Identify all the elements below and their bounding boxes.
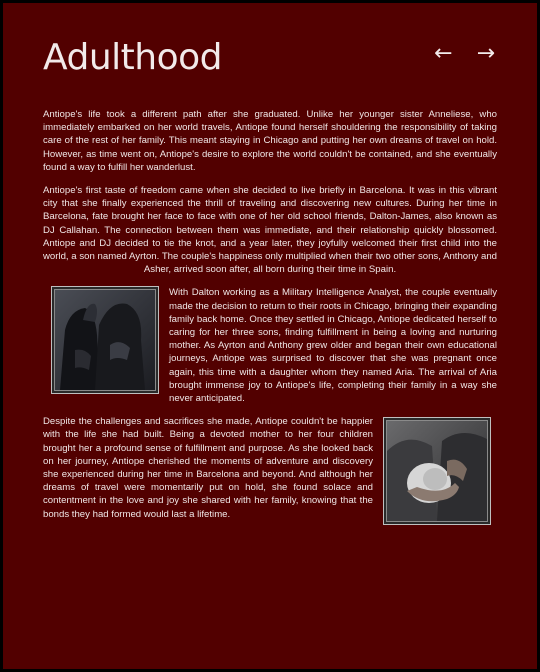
- paragraph-1: Antiope's life took a different path after she graduated. Unlike her younger sister Anneliese, who immediately embarked on her world travels, Antiope found herself shouldering the responsibility of taking care of the rest of her family. This meant staying in Chicago and putting her own dreams of travel on hold. However, as time went on, Antiope's desire to explore the world couldn't be contained, and she eventually found a way to fulfill her wanderlust.: [43, 109, 497, 173]
- paragraph-3: With Dalton working as a Military Intelligence Analyst, the couple eventually made the decision to return to their roots in Chicago, bringing their expanding family back home. Once they settled in Chicago, Antiope dedicated herself to caring for her three sons, finding fulfillment in being a loving and nurturing mother. As Ayrton and Anthony grew older and began their own educational journeys, Antiope was surprised to discover that she was pregnant once again, this time with a daughter whom they named Aria. The arrival of Aria brought immense joy to Antiope's life, completing their family in a way she never anticipated.: [169, 287, 497, 405]
- next-page-arrow-icon[interactable]: →: [476, 41, 495, 66]
- previous-page-arrow-icon[interactable]: ←: [434, 41, 453, 66]
- page-navigation: [434, 43, 495, 65]
- family-photo-right: [383, 417, 491, 525]
- article-body: [43, 108, 497, 531]
- paragraph-4: Despite the challenges and sacrifices she made, Antiope couldn't be happier with the life she had built. Being a devoted mother to her four children brought her a profound sense of fulfillment and purpose. As she looked back on her journey, Antiope cherished the moments of adventure and discovery she experienced during her time in Barcelona and beyond. And although her dreams of travel were momentarily put on hold, she found solace and contentment in the love and joy she shared with her family, knowing that the bonds they had formed would last a lifetime.: [43, 416, 373, 520]
- family-photo-left: [51, 286, 159, 394]
- page: [3, 3, 537, 669]
- photo-image-parents-with-baby: [387, 421, 487, 521]
- page-title: Adulthood: [43, 37, 222, 78]
- paragraph-2: Antiope's first taste of freedom came when she decided to live briefly in Barcelona. It was in this vibrant city that she finally experienced the thrill of traveling and discovering new cultures. During her time in Barcelona, fate brought her face to face with one of her old school friends, Dalton-James, also known as DJ Callahan. The connection between them was immediate, and their relationship quickly blossomed. Antiope and DJ decided to tie the knot, and a year later, they joyfully welcomed their first child into the world, a son named Ayrton. The couple's happiness only multiplied when their two other sons, Anthony and Asher, arrived soon after, all born during their time in Spain.: [43, 185, 497, 276]
- photo-image-couple-silhouette: [55, 290, 155, 390]
